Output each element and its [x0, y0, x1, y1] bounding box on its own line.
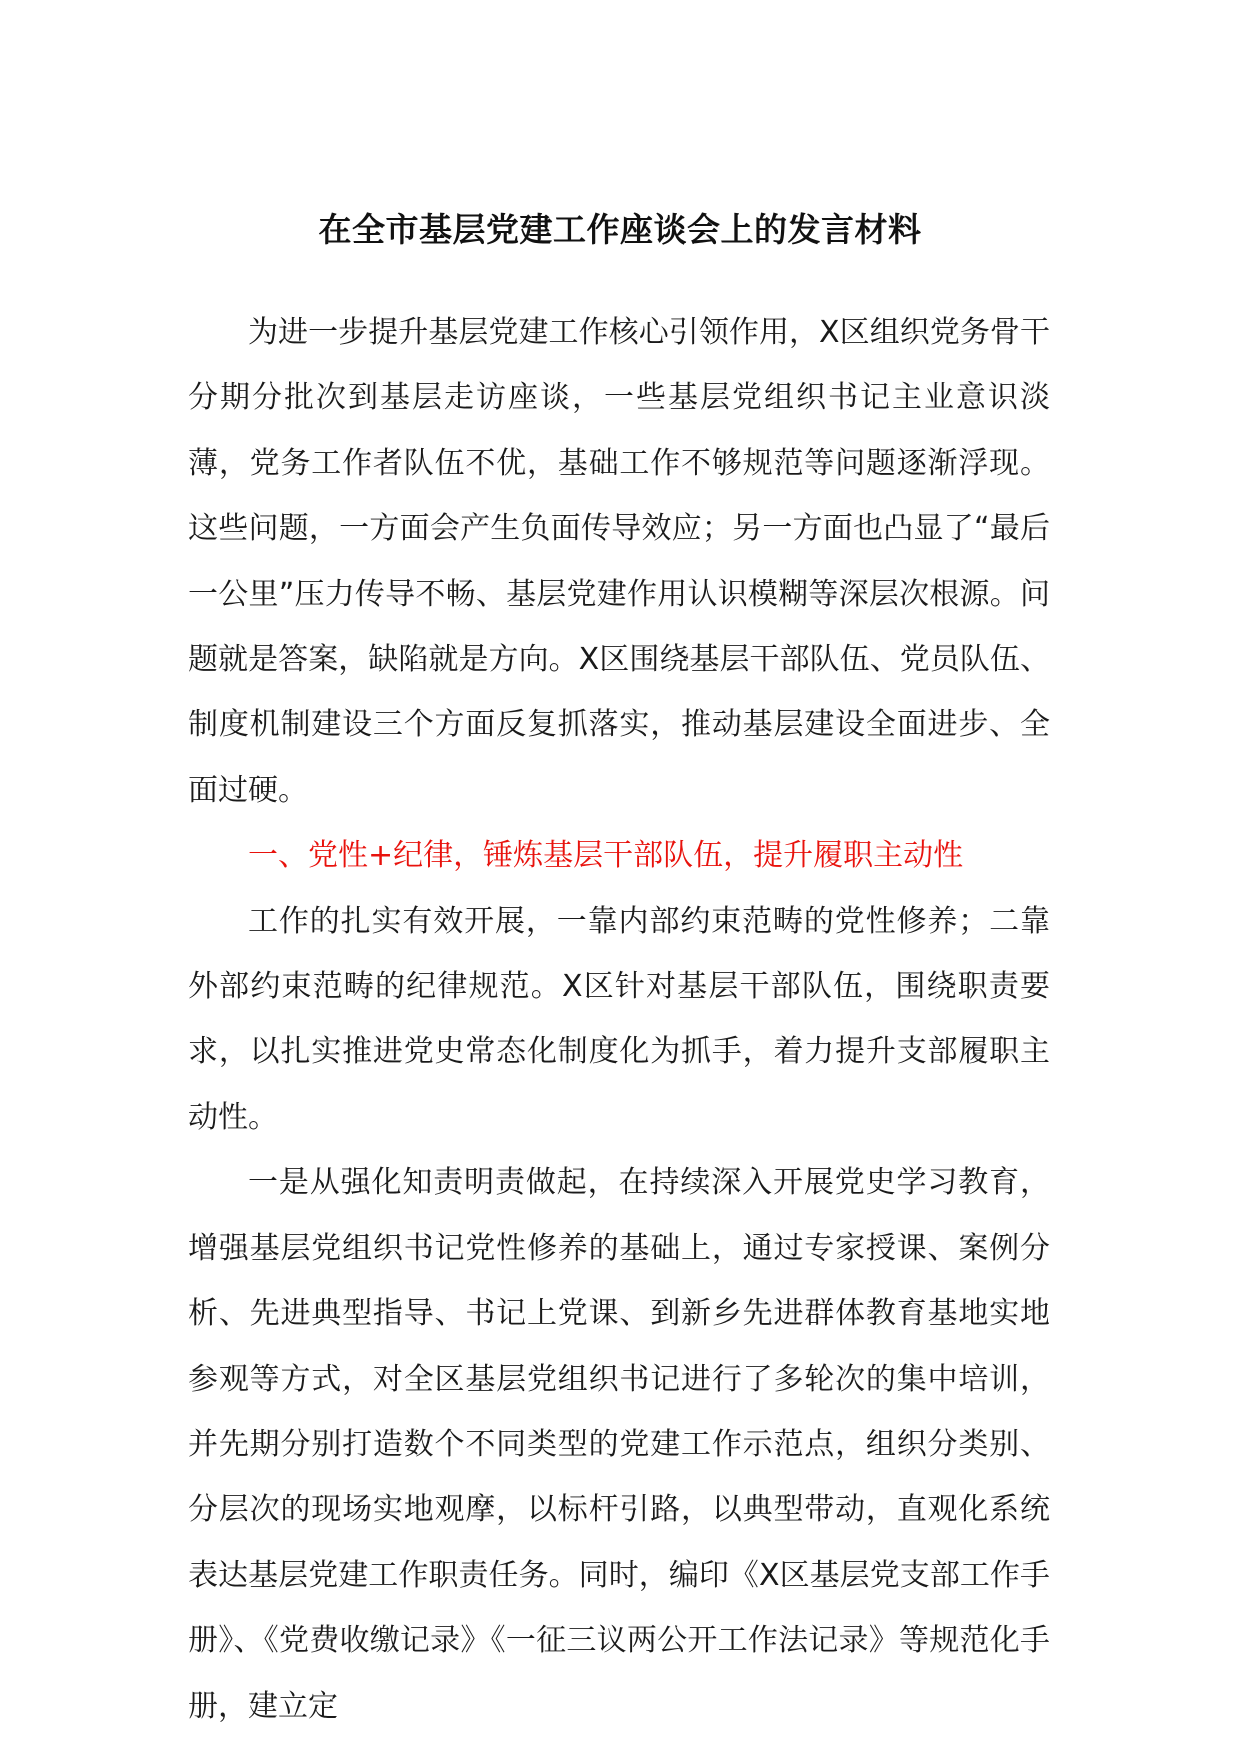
section-intro-paragraph: 工作的扎实有效开展，一靠内部约束范畴的党性修养；二靠外部约束范畴的纪律规范。X区针对基层干部队伍，围绕职责要求，以扎实推进党史常态化制度化为抓手，着力提升支部履职主动性。	[188, 903, 1050, 1135]
intro-paragraph: 为进一步提升基层党建工作核心引领作用，X区组织党务骨干分期分批次到基层走访座谈，一些基层党组织书记主业意识淡薄，党务工作者队伍不优，基础工作不够规范等问题逐渐浮现。这些问题，一方面会产生负面传导效应；另一方面也凸显了“最后一公里”压力传导不畅、基层党建作用认识模糊等深层次根源。问题就是答案，缺陷就是方向。X区围绕基层干部队伍、党员队伍、制度机制建设三个方面反复抓落实，推动基层建设全面进步、全面过硬。	[188, 315, 1050, 808]
section-heading: 一、党性+纪律，锤炼基层干部队伍，提升履职主动性	[248, 838, 964, 874]
document-body	[188, 300, 1050, 1739]
point-one-paragraph: 一是从强化知责明责做起，在持续深入开展党史学习教育，增强基层党组织书记党性修养的基础上，通过专家授课、案例分析、先进典型指导、书记上党课、到新乡先进群体教育基地实地参观等方式，对全区基层党组织书记进行了多轮次的集中培训，并先期分别打造数个不同类型的党建工作示范点，组织分类别、分层次的现场实地观摩，以标杆引路，以典型带动，直观化系统表达基层党建工作职责任务。同时，编印《X区基层党支部工作手册》、《党费收缴记录》《一征三议两公开工作法记录》等规范化手册，建立定	[188, 1165, 1050, 1724]
document-title: 在全市基层党建工作座谈会上的发言材料	[318, 210, 922, 249]
